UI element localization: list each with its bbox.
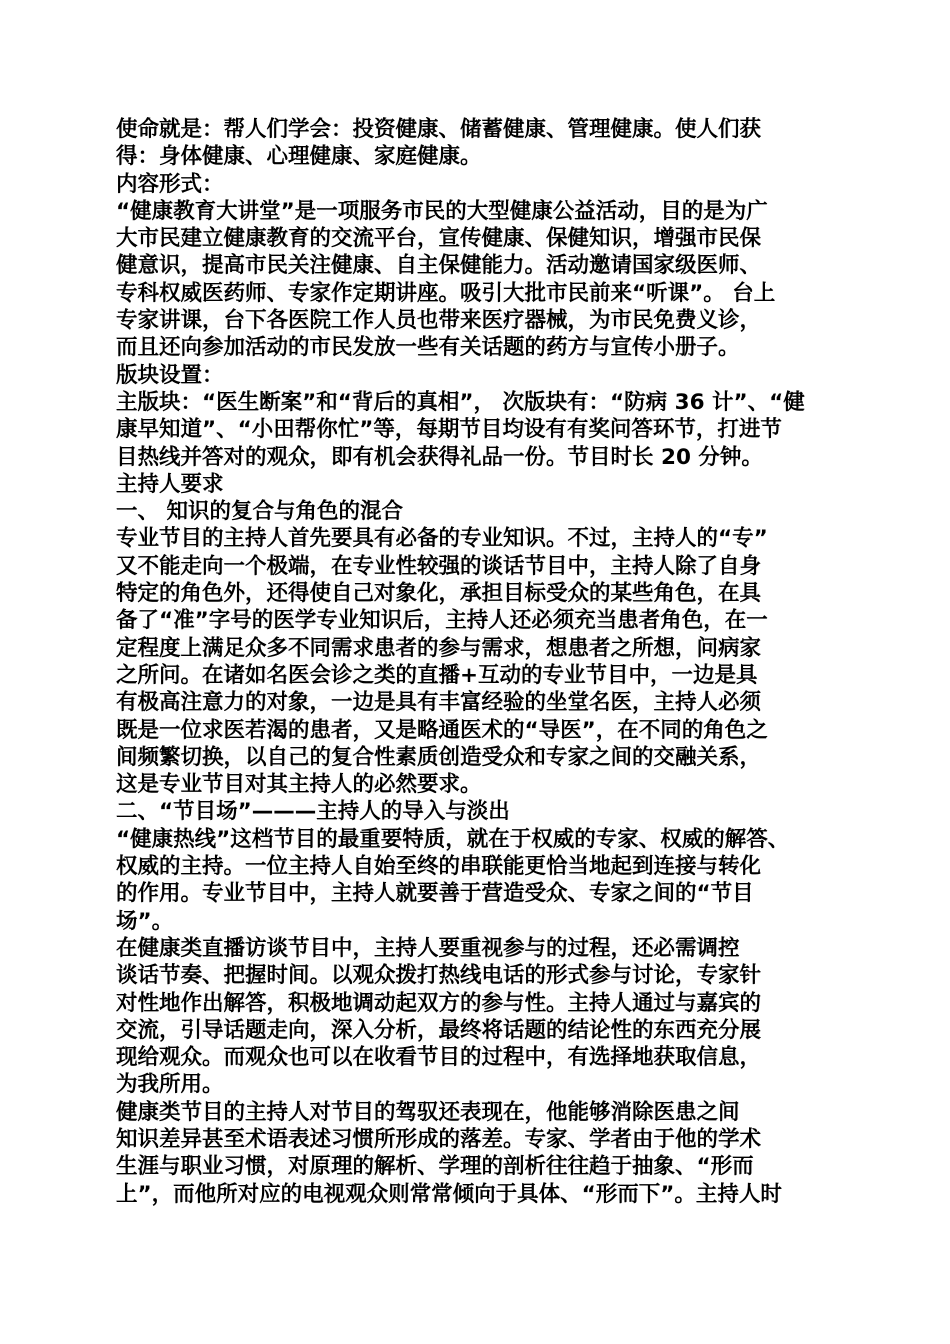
text-line: 在健康类直播访谈节目中，主持人要重视参与的过程，还必需调控	[116, 935, 740, 961]
text-line: 这是专业节目对其主持人的必然要求。	[116, 772, 482, 798]
section-heading: 版块设置：	[116, 362, 224, 388]
text-line: “健康热线”这档节目的最重要特质，就在于权威的专家、权威的解答、	[116, 826, 790, 852]
text-line: 既是一位求医若渴的患者，又是略通医术的“导医”，在不同的角色之	[116, 717, 768, 743]
text-line: 的作用。专业节目中，主持人就要善于营造受众、专家之间的“节目	[116, 881, 754, 907]
text-line: 专家讲课，台下各医院工作人员也带来医疗器械，为市民免费义诊，	[116, 308, 762, 334]
text-line: 专科权威医药师、专家作定期讲座。吸引大批市民前来“听课”。 台上	[116, 280, 776, 306]
text-line: 间频繁切换，以自己的复合性素质创造受众和专家之间的交融关系，	[116, 744, 762, 770]
text-line: “健康教育大讲堂”是一项服务市民的大型健康公益活动，目的是为广	[116, 198, 768, 224]
text-line: 健意识，提高市民关注健康、自主保健能力。活动邀请国家级医师、	[116, 253, 762, 279]
text-line: 特定的角色外，还得使自己对象化，承担目标受众的某些角色，在具	[116, 581, 762, 607]
text-line: 主版块：“医生断案”和“背后的真相”， 次版块有：“防病 36 计”、“健	[116, 389, 805, 415]
text-line: 之所问。在诸如名医会诊之类的直播+互动的专业节目中，一边是具	[116, 662, 758, 688]
text-line: 定程度上满足众多不同需求患者的参与需求，想患者之所想，问病家	[116, 635, 762, 661]
text-line: 知识差异甚至术语表述习惯所形成的落差。专家、学者由于他的学术	[116, 1126, 762, 1152]
text-line: 备了“准”字号的医学专业知识后，主持人还必须充当患者角色，在一	[116, 608, 768, 634]
document-body	[116, 116, 846, 1208]
subsection-heading: 二、“节目场”———主持人的导入与淡出	[116, 799, 510, 825]
text-line: 又不能走向一个极端，在专业性较强的谈话节目中，主持人除了自身	[116, 553, 762, 579]
text-line: 交流，引导话题走向，深入分析，最终将话题的结论性的东西充分展	[116, 1017, 762, 1043]
text-line: 使命就是：帮人们学会：投资健康、储蓄健康、管理健康。使人们获	[116, 117, 762, 142]
text-line: 权威的主持。一位主持人自始至终的串联能更恰当地起到连接与转化	[116, 854, 762, 880]
text-line: 生涯与职业习惯，对原理的解析、学理的剖析往往趋于抽象、“形而	[116, 1154, 754, 1180]
text-line: 现给观众。而观众也可以在收看节目的过程中，有选择地获取信息，	[116, 1045, 762, 1071]
text-line: 上”，而他所对应的电视观众则常常倾向于具体、“形而下”。主持人时	[116, 1181, 782, 1207]
text-line: 为我所用。	[116, 1072, 224, 1098]
text-line: 场”。	[116, 908, 174, 934]
text-line: 谈话节奏、把握时间。以观众拨打热线电话的形式参与讨论，专家针	[116, 963, 762, 989]
text-line: 康早知道”、“小田帮你忙”等，每期节目均设有有奖问答环节，打进节	[116, 417, 782, 443]
text-line: 对性地作出解答，积极地调动起双方的参与性。主持人通过与嘉宾的	[116, 990, 762, 1016]
text-line: 而且还向参加活动的市民发放一些有关话题的药方与宣传小册子。	[116, 335, 740, 361]
text-line: 健康类节目的主持人对节目的驾驭还表现在，他能够消除医患之间	[116, 1099, 740, 1125]
section-heading: 主持人要求	[116, 471, 224, 497]
text-line: 大市民建立健康教育的交流平台，宣传健康、保健知识，增强市民保	[116, 226, 762, 252]
text-line: 专业节目的主持人首先要具有必备的专业知识。不过，主持人的“专”	[116, 526, 768, 552]
text-line: 有极高注意力的对象，一边是具有丰富经验的坐堂名医，主持人必须	[116, 690, 762, 716]
text-line: 目热线并答对的观众，即有机会获得礼品一份。节目时长 20 分钟。	[116, 444, 763, 470]
subsection-heading: 一、 知识的复合与角色的混合	[116, 499, 403, 525]
section-heading: 内容形式：	[116, 171, 224, 197]
text-line: 得：身体健康、心理健康、家庭健康。	[116, 144, 482, 170]
